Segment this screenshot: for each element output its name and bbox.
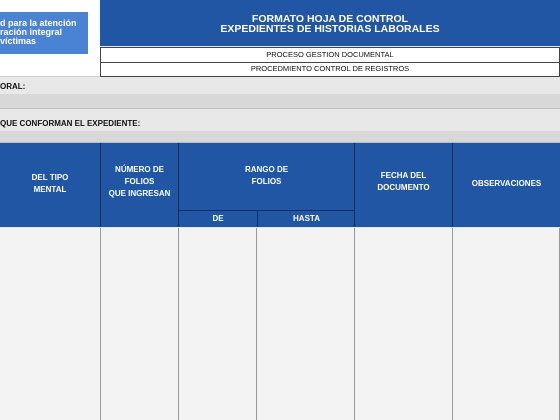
table-cell[interactable] [179, 300, 257, 324]
table-cell[interactable] [179, 228, 257, 252]
table-cell[interactable] [0, 324, 101, 348]
table-cell[interactable] [355, 228, 453, 252]
col-header-folios-line2: FOLIOS [124, 177, 155, 186]
table-cell[interactable] [355, 372, 453, 396]
oral-field[interactable] [0, 94, 560, 109]
table-cell[interactable] [101, 396, 179, 420]
form-title-line-2: EXPEDIENTES DE HISTORIAS LABORALES [220, 23, 440, 35]
oral-label: ORAL: [0, 82, 26, 91]
table-row [0, 300, 560, 324]
table-cell[interactable] [355, 276, 453, 300]
col-header-folios-line3: QUE INGRESAN [108, 189, 171, 198]
conforman-field [0, 131, 560, 143]
table-cell[interactable] [101, 276, 179, 300]
table-cell[interactable] [179, 396, 257, 420]
table-cell[interactable] [257, 396, 355, 420]
table-cell[interactable] [257, 324, 355, 348]
col-header-tipo-line1: DEL TIPO [31, 173, 69, 182]
table-cell[interactable] [101, 300, 179, 324]
table-header [0, 143, 560, 227]
table-row [0, 324, 560, 348]
table-cell[interactable] [101, 324, 179, 348]
table-cell[interactable] [453, 396, 560, 420]
table-cell[interactable] [453, 348, 560, 372]
col-header-observaciones [453, 143, 560, 227]
logo-area [0, 0, 100, 77]
form-title-header [100, 0, 560, 46]
col-header-fecha-line2: DOCUMENTO [377, 183, 430, 192]
col-header-rango-hasta: HASTA [293, 214, 320, 223]
procedimiento-row: PROCEDMIENTO CONTROL DE REGISTROS [100, 63, 560, 77]
table-cell[interactable] [179, 348, 257, 372]
table-cell[interactable] [453, 300, 560, 324]
table-row [0, 348, 560, 372]
table-cell[interactable] [0, 396, 101, 420]
table-cell[interactable] [257, 228, 355, 252]
table-cell[interactable] [355, 348, 453, 372]
table-cell[interactable] [257, 276, 355, 300]
table-cell[interactable] [453, 228, 560, 252]
table-row [0, 228, 560, 252]
col-header-tipo [0, 143, 101, 227]
col-header-observaciones-text: OBSERVACIONES [471, 179, 542, 188]
table-cell[interactable] [257, 252, 355, 276]
table-cell[interactable] [101, 228, 179, 252]
table-cell[interactable] [101, 348, 179, 372]
table-cell[interactable] [0, 276, 101, 300]
col-header-fecha-line1: FECHA DEL [380, 171, 427, 180]
table-cell[interactable] [355, 252, 453, 276]
table-row [0, 372, 560, 396]
table-cell[interactable] [0, 252, 101, 276]
table-cell[interactable] [0, 300, 101, 324]
table-cell[interactable] [179, 252, 257, 276]
logo-text-line-1: d para la atención [0, 18, 77, 28]
table-cell[interactable] [453, 252, 560, 276]
table-cell[interactable] [0, 228, 101, 252]
table-cell[interactable] [257, 300, 355, 324]
table-row [0, 276, 560, 300]
logo-text-line-3: víctimas [0, 36, 37, 46]
table-cell[interactable] [257, 348, 355, 372]
col-header-rango-line2: FOLIOS [251, 177, 282, 186]
col-header-folios-line1: NÚMERO DE [115, 165, 164, 174]
col-header-fecha [355, 143, 453, 227]
col-header-rango [179, 143, 355, 227]
table-cell[interactable] [0, 372, 101, 396]
logo-text-line-2: ración integral [0, 27, 63, 37]
table-cell[interactable] [179, 324, 257, 348]
col-header-folios [101, 143, 179, 227]
table-cell[interactable] [355, 300, 453, 324]
conforman-label: QUE CONFORMAN EL EXPEDIENTE: [0, 119, 141, 128]
table-cell[interactable] [355, 324, 453, 348]
table-cell[interactable] [453, 276, 560, 300]
table-cell[interactable] [257, 372, 355, 396]
table-cell[interactable] [101, 252, 179, 276]
logo-panel [0, 12, 88, 54]
table-cell[interactable] [179, 276, 257, 300]
col-header-tipo-line2: MENTAL [33, 185, 67, 194]
col-header-rango-de: DE [212, 214, 224, 223]
table-row [0, 396, 560, 420]
table-cell[interactable] [355, 396, 453, 420]
table-cell[interactable] [101, 372, 179, 396]
table-cell[interactable] [453, 324, 560, 348]
proceso-row: PROCESO GESTION DOCUMENTAL [100, 47, 560, 63]
table-cell[interactable] [179, 372, 257, 396]
table-row [0, 252, 560, 276]
table-cell[interactable] [453, 372, 560, 396]
col-header-rango-line1: RANGO DE [244, 165, 289, 174]
form-title-line-1: FORMATO HOJA DE CONTROL [251, 13, 409, 25]
table-cell[interactable] [0, 348, 101, 372]
